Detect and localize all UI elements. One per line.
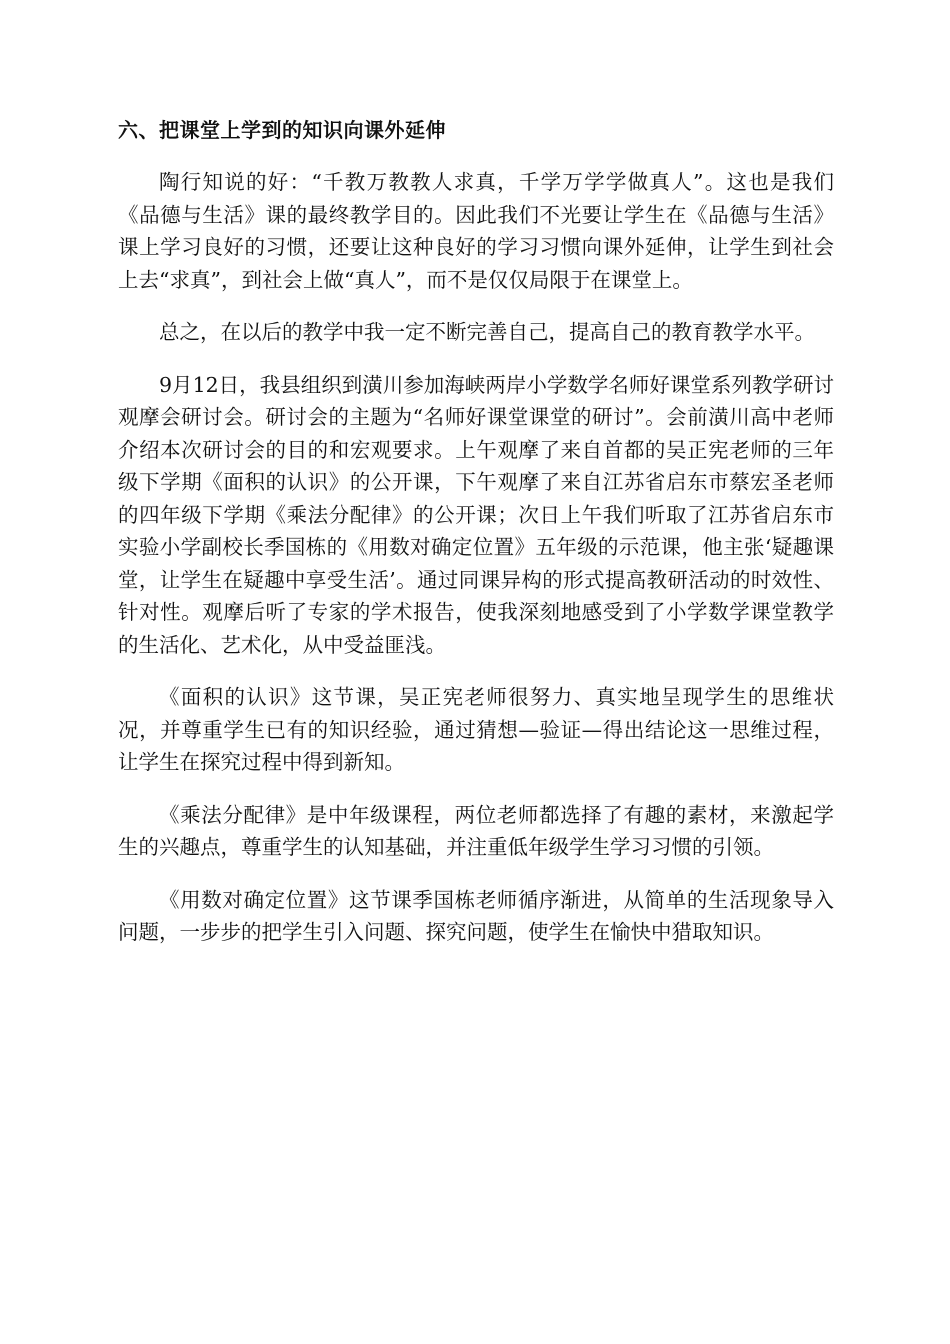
- paragraph-summary: 总之，在以后的教学中我一定不断完善自己，提高自己的教育教学水平。: [159, 320, 815, 344]
- paragraph-seminar-report: 9月12日，我县组织到潢川参加海峡两岸小学数学名师好课堂系列教学研讨观摩会研讨会。研讨会的主题为“名师好课堂课堂的研讨”。会前潢川高中老师介绍本次研讨会的目的和宏观要求。上午观摩了来自首都的吴正宪老师的三年级下学期《面积的认识》的公开课，下午观摩了来自江苏省启东市蔡宏圣老师的四年级下学期《乘法分配律》的公开课；次日上午我们听取了江苏省启东市实验小学副校长季国栋的《用数对确定位置》五年级的示范课，他主张‘疑趣课堂，让学生在疑趣中享受生活’。通过同课异构的形式提高教研活动的时效性、针对性。观摩后听了专家的学术报告，使我深刻地感受到了小学数学课堂教学的生活化、艺术化，从中受益匪浅。: [118, 372, 834, 657]
- document-body: [118, 114, 834, 969]
- paragraph-coordinate-lesson: 《用数对确定位置》这节课季国栋老师循序渐进，从简单的生活现象导入问题，一步步的把学生引入问题、探究问题，使学生在愉快中猎取知识。: [118, 887, 834, 944]
- section-heading: 六、把课堂上学到的知识向课外延伸: [118, 118, 446, 142]
- paragraph-area-lesson: 《面积的认识》这节课，吴正宪老师很努力、真实地呈现学生的思维状况，并尊重学生已有的知识经验，通过猜想—验证—得出结论这一思维过程，让学生在探究过程中得到新知。: [118, 685, 834, 774]
- paragraph-distributive-law-lesson: 《乘法分配律》是中年级课程，两位老师都选择了有趣的素材，来激起学生的兴趣点，尊重学生的认知基础，并注重低年级学生学习习惯的引领。: [118, 802, 834, 859]
- paragraph-tao-xingzhi-quote: 陶行知说的好：“千教万教教人求真，千学万学学做真人”。这也是我们《品德与生活》课的最终教学目的。因此我们不光要让学生在《品德与生活》课上学习良好的习惯，还要让这种良好的学习习惯向课外延伸，让学生到社会上去“求真”，到社会上做“真人”，而不是仅仅局限于在课堂上。: [118, 170, 834, 292]
